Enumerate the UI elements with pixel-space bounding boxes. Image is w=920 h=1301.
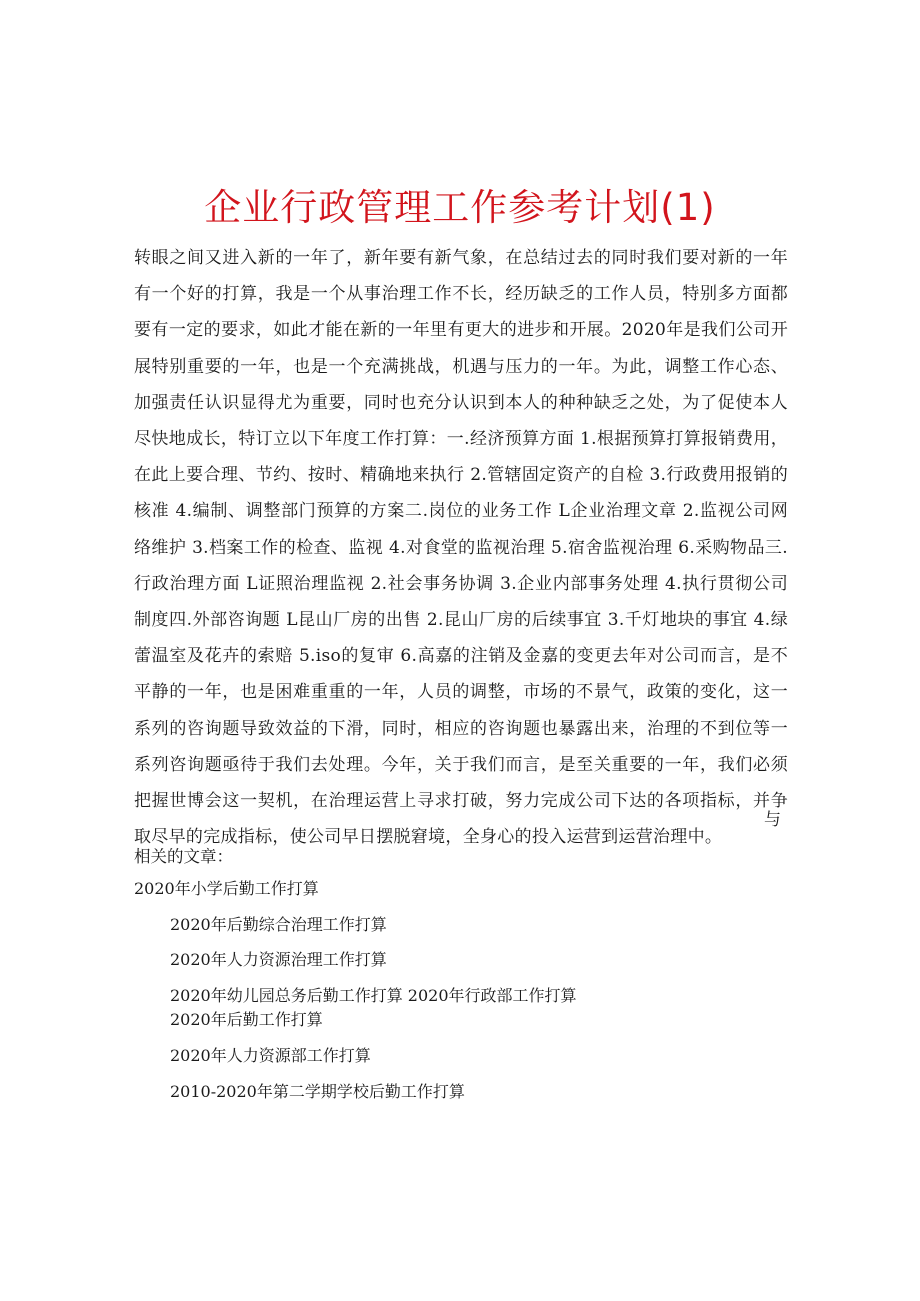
document-title: 企业行政管理工作参考计划(1) <box>204 186 716 229</box>
related-article-link[interactable]: 2020年人力资源部工作打算 <box>170 1046 371 1065</box>
related-article-link[interactable]: 2020年后勤工作打算 <box>170 1010 323 1029</box>
related-article-link[interactable]: 2020年小学后勤工作打算 <box>134 879 319 898</box>
body-paragraph: 转眼之间又进入新的一年了，新年要有新气象，在总结过去的同时我们要对新的一年有一个好的打算，我是一个从事治理工作不长，经历缺乏的工作人员，特别多方面都要有一定的要求，如此才能在新的一年里有更大的进步和开展。2020年是我们公司开展特别重要的一年，也是一个充满挑战，机遇与压力的一年。为此，调整工作心态、加强责任认识显得尤为重要，同时也充分认识到本人的种种缺乏之处，为了促使本人尽快地成长，特订立以下年度工作打算：一.经济预算方面 1.根据预算打算报销费用，在此上要合理、节约、按时、精确地来执行 2.管辖固定资产的自检 3.行政费用报销的核准 4.编制、调整部门预算的方案二.岗位的业务工作 L企业治理文章 2.监视公司网络维护 3.档案工作的检查、监视 4.对食堂的监视治理 5.宿舍监视治理 6.采购物品三.行政治理方面 L证照治理监视 2.社会事务协调 3.企业内部事务处理 4.执行贯彻公司制度四.外部咨询题 L昆山厂房的出售 2.昆山厂房的后续事宜 3.千灯地块的事宜 4.绿蕾温室及花卉的索赔 5.iso的复审 6.高嘉的注销及金嘉的变更去年对公司而言，是不平静的一年，也是困难重重的一年，人员的调整，市场的不景气，政策的变化，这一系列的咨询题导致效益的下滑，同时，相应的咨询题也暴露出来，治理的不到位等一系列咨询题亟待于我们去处理。今年，关于我们而言，是至关重要的一年，我们必须把握世博会这一契机，在治理运营上寻求打破，努力完成公司下达的各项指标，并争取尽早的完成指标，使公司早日摆脱窘境，全身心的投入运营到运营治理中。 <box>134 248 788 848</box>
related-article-link[interactable]: 2020年幼儿园总务后勤工作打算 2020年行政部工作打算 <box>170 986 577 1005</box>
related-article-link[interactable]: 2020年人力资源治理工作打算 <box>170 950 387 969</box>
related-article-link[interactable]: 2020年后勤综合治理工作打算 <box>170 915 387 934</box>
trailing-fragment: 与 <box>764 810 781 830</box>
related-articles-label: 相关的文章： <box>134 847 233 866</box>
related-article-link[interactable]: 2010-2020年第二学期学校后勤工作打算 <box>170 1082 465 1101</box>
